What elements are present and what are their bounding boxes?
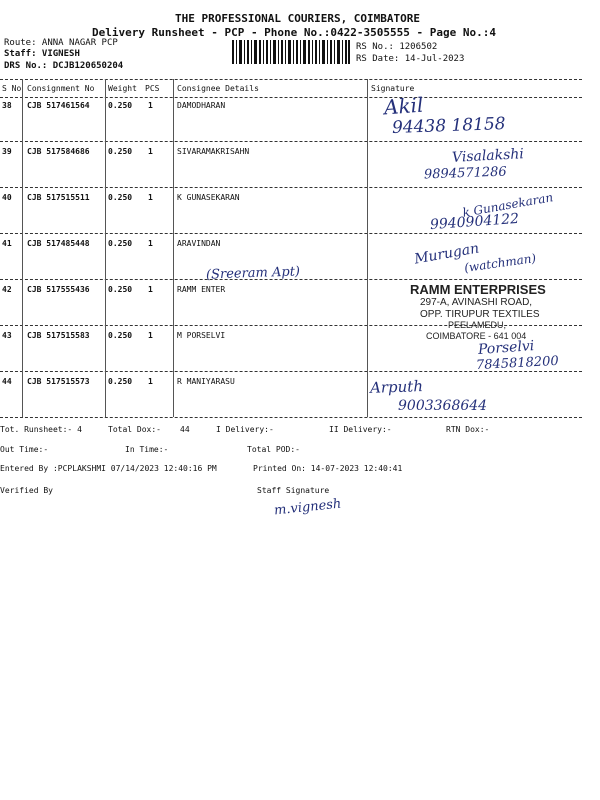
col-header-pcs: PCS bbox=[145, 84, 160, 93]
row-consignment: CJB 517584686 bbox=[27, 147, 90, 156]
row-weight: 0.250 bbox=[108, 101, 133, 110]
barcode-icon bbox=[232, 40, 350, 64]
rs-date: RS Date: 14-Jul-2023 bbox=[356, 54, 465, 64]
row-divider bbox=[0, 187, 582, 188]
column-line bbox=[173, 79, 174, 417]
stamp-company-name: RAMM ENTERPRISES bbox=[410, 282, 546, 297]
row-consignee: DAMODHARAN bbox=[177, 101, 226, 110]
route-label: Route: ANNA NAGAR PCP bbox=[4, 38, 118, 48]
row-weight: 0.250 bbox=[108, 239, 133, 248]
col-header-consignee: Consignee Details bbox=[177, 84, 259, 93]
column-line bbox=[105, 79, 106, 417]
row-pcs: 1 bbox=[148, 101, 153, 110]
tot-runsheet: Tot. Runsheet:- 4 bbox=[0, 425, 82, 434]
col-header-sno: S No bbox=[2, 84, 22, 93]
verified-by: Verified By bbox=[0, 486, 53, 495]
col-header-signature: Signature bbox=[371, 84, 415, 93]
row-weight: 0.250 bbox=[108, 331, 133, 340]
table-bottom-rule bbox=[0, 417, 582, 418]
table-header-rule bbox=[0, 97, 582, 98]
row-weight: 0.250 bbox=[108, 193, 133, 202]
signature-arputh: Arputh bbox=[369, 377, 424, 397]
entered-by: Entered By :PCPLAKSHMI 07/14/2023 12:40:16 PM bbox=[0, 464, 217, 473]
signature-porselvi: Porselvi bbox=[477, 338, 535, 358]
staff-label: Staff: VIGNESH bbox=[4, 49, 80, 59]
column-line bbox=[22, 79, 23, 417]
row-consignment: CJB 517555436 bbox=[27, 285, 90, 294]
row-pcs: 1 bbox=[148, 239, 153, 248]
total-dox-label: Total Dox:- bbox=[108, 425, 161, 434]
stamp-address-line: OPP. TIRUPUR TEXTILES bbox=[420, 309, 540, 320]
row-sno: 41 bbox=[2, 239, 12, 248]
row-sno: 44 bbox=[2, 377, 12, 386]
row-sno: 39 bbox=[2, 147, 12, 156]
column-line bbox=[367, 79, 368, 417]
row-sno: 40 bbox=[2, 193, 12, 202]
stamp-address-line: 297-A, AVINASHI ROAD, bbox=[420, 297, 533, 308]
row-sno: 43 bbox=[2, 331, 12, 340]
row-consignee: RAMM ENTER bbox=[177, 285, 226, 294]
row-pcs: 1 bbox=[148, 377, 153, 386]
handwritten-note-apartment: (Sreeram Apt) bbox=[205, 264, 301, 283]
row-divider bbox=[0, 233, 582, 234]
handwritten-phone: 7845818200 bbox=[475, 353, 560, 374]
total-pod: Total POD:- bbox=[247, 445, 300, 454]
table-top-rule bbox=[0, 79, 582, 80]
row-weight: 0.250 bbox=[108, 285, 133, 294]
barcode-image bbox=[232, 40, 350, 64]
row-weight: 0.250 bbox=[108, 377, 133, 386]
row-consignment: CJB 517461564 bbox=[27, 101, 90, 110]
rs-number: RS No.: 1206502 bbox=[356, 42, 438, 52]
col-header-weight: Weight bbox=[108, 84, 137, 93]
total-dox-value: 44 bbox=[180, 425, 190, 434]
ii-delivery: II Delivery:- bbox=[329, 425, 392, 434]
row-consignee: ARAVINDAN bbox=[177, 239, 221, 248]
staff-signature-label: Staff Signature bbox=[257, 486, 330, 495]
staff-signature: m.vignesh bbox=[273, 496, 343, 519]
row-sno: 42 bbox=[2, 285, 12, 294]
signature-murugan: Murugan bbox=[413, 240, 481, 268]
handwritten-phone: 9940904122 bbox=[429, 210, 520, 234]
row-pcs: 1 bbox=[148, 285, 153, 294]
in-time: In Time:- bbox=[125, 445, 169, 454]
stamp-address-line: COIMBATORE - 641 004 bbox=[426, 331, 527, 341]
printed-on: Printed On: 14-07-2023 12:40:41 bbox=[253, 464, 403, 473]
row-consignee: K GUNASEKARAN bbox=[177, 193, 240, 202]
row-divider bbox=[0, 141, 582, 142]
col-header-consignment: Consignment No bbox=[27, 84, 95, 93]
signature-akil: Akil bbox=[383, 92, 425, 120]
stamp-address-line: PEELAMEDU, bbox=[448, 320, 507, 330]
row-consignee: R MANIYARASU bbox=[177, 377, 235, 386]
row-consignment: CJB 517515583 bbox=[27, 331, 90, 340]
rtn-dox: RTN Dox:- bbox=[446, 425, 490, 434]
row-consignee: M PORSELVI bbox=[177, 331, 226, 340]
handwritten-phone: 9894571286 bbox=[423, 164, 507, 183]
signature-gunasekaran: k Gunasekaran bbox=[461, 190, 555, 220]
i-delivery: I Delivery:- bbox=[216, 425, 274, 434]
company-name: THE PROFESSIONAL COURIERS, COIMBATORE bbox=[175, 12, 421, 25]
row-consignee: SIVARAMAKRISAHN bbox=[177, 147, 250, 156]
row-pcs: 1 bbox=[148, 331, 153, 340]
row-weight: 0.250 bbox=[108, 147, 133, 156]
row-consignment: CJB 517485448 bbox=[27, 239, 90, 248]
drs-number: DRS No.: DCJB120650204 bbox=[4, 61, 124, 71]
signature-visalakshi: Visalakshi bbox=[451, 146, 525, 166]
handwritten-phone: 94438 18158 bbox=[391, 114, 506, 138]
runsheet-title: Delivery Runsheet - PCP - Phone No.:0422-3505555 - Page No.:4 bbox=[92, 26, 496, 39]
row-consignment: CJB 517515511 bbox=[27, 193, 90, 202]
handwritten-phone: 9003368644 bbox=[398, 398, 488, 414]
row-sno: 38 bbox=[2, 101, 12, 110]
out-time: Out Time:- bbox=[0, 445, 49, 454]
row-consignment: CJB 517515573 bbox=[27, 377, 90, 386]
row-pcs: 1 bbox=[148, 147, 153, 156]
handwritten-note-watchman: (watchman) bbox=[463, 251, 537, 275]
row-pcs: 1 bbox=[148, 193, 153, 202]
